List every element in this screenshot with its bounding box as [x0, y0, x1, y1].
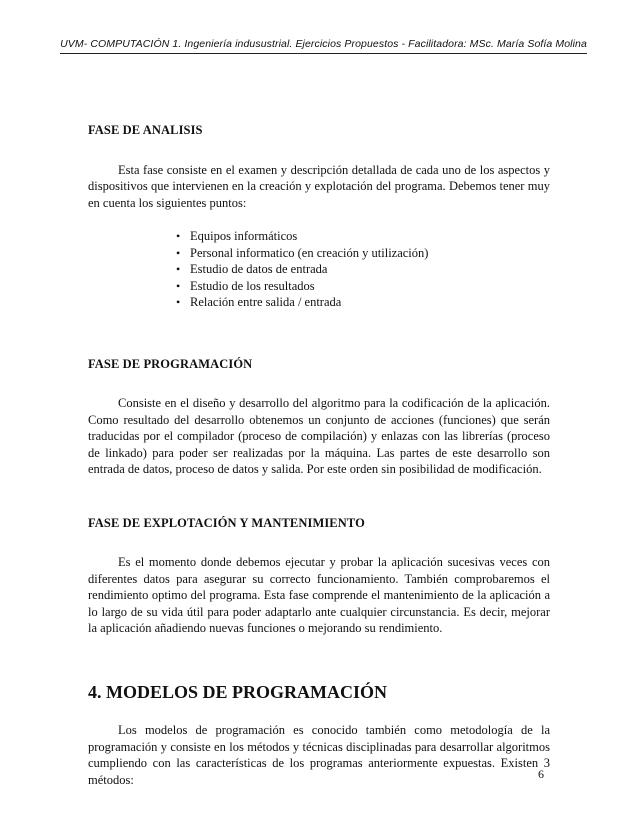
section-fase-analisis [88, 122, 550, 311]
list-item [176, 294, 550, 311]
list-item-text: Personal informatico (en creación y utilización) [190, 245, 429, 260]
page-header: UVM- COMPUTACIÓN 1. Ingeniería indusustrial. Ejercicios Propuestos - Facilitadora: MSc. María Sofía Molina [60, 38, 587, 54]
section-title: FASE DE PROGRAMACIÓN [88, 356, 253, 371]
section-title: FASE DE ANALISIS [88, 123, 203, 137]
list-item [176, 261, 550, 278]
list-item [176, 228, 550, 245]
section-fase-programacion [88, 356, 550, 478]
page-body [88, 122, 550, 788]
bullet-icon: • [176, 245, 181, 260]
bullet-icon: • [176, 262, 181, 276]
bullet-list [176, 228, 550, 311]
section-paragraph: Esta fase consiste en el examen y descripción detallada de cada uno de los aspectos y dispositivos que intervienen en la creación y explotación del programa. Debemos tener muy en cuenta los siguientes puntos: [88, 162, 550, 210]
list-item-text: Estudio de los resultados [190, 278, 315, 293]
section-paragraph: Es el momento donde debemos ejecutar y probar la aplicación sucesivas veces con diferentes datos para asegurar su correcto funcionamiento. También comprobaremos el rendimiento optimo del programa. Esta fase comprende el mantenimiento de la aplicación a lo largo de su vida útil para poder adaptarlo ante cualquier circunstancia. Es decir, mejorar la aplicación añadiendo nuevas funciones o mejorando su rendimiento. [88, 555, 550, 635]
section-title: FASE DE EXPLOTACIÓN Y MANTENIMIENTO [88, 515, 365, 530]
list-item-text: Relación entre salida / entrada [190, 295, 342, 309]
section-modelos-programacion [88, 681, 550, 789]
section-paragraph: Consiste en el diseño y desarrollo del algoritmo para la codificación de la aplicación. Como resultado del desarrollo obtenemos un conjunto de acciones (funciones) que serán traducidas por el compilador (proceso de compilación) y enlazas con las librerías (proceso de linkado) para poder ser realizadas por la máquina. Las partes de este desarrollo son entrada de datos, proceso de datos y salida. Por este orden sin posibilidad de modificación. [88, 396, 550, 476]
chapter-title: 4. MODELOS DE PROGRAMACIÓN [88, 681, 388, 702]
list-item-text: Estudio de datos de entrada [190, 262, 328, 276]
bullet-icon: • [176, 295, 181, 309]
list-item [176, 245, 550, 262]
bullet-icon: • [176, 278, 181, 293]
bullet-icon: • [176, 229, 181, 243]
page-number: 6 [538, 767, 544, 781]
list-item [176, 278, 550, 295]
section-fase-explotacion [88, 515, 550, 637]
list-item-text: Equipos informáticos [190, 229, 298, 243]
section-paragraph: Los modelos de programación es conocido también como metodología de la programación y consiste en los métodos y técnicas disciplinadas para desarrollar algoritmos cumpliendo con las características de los programas anteriormente expuestas. Existen 3 métodos: [88, 723, 550, 787]
